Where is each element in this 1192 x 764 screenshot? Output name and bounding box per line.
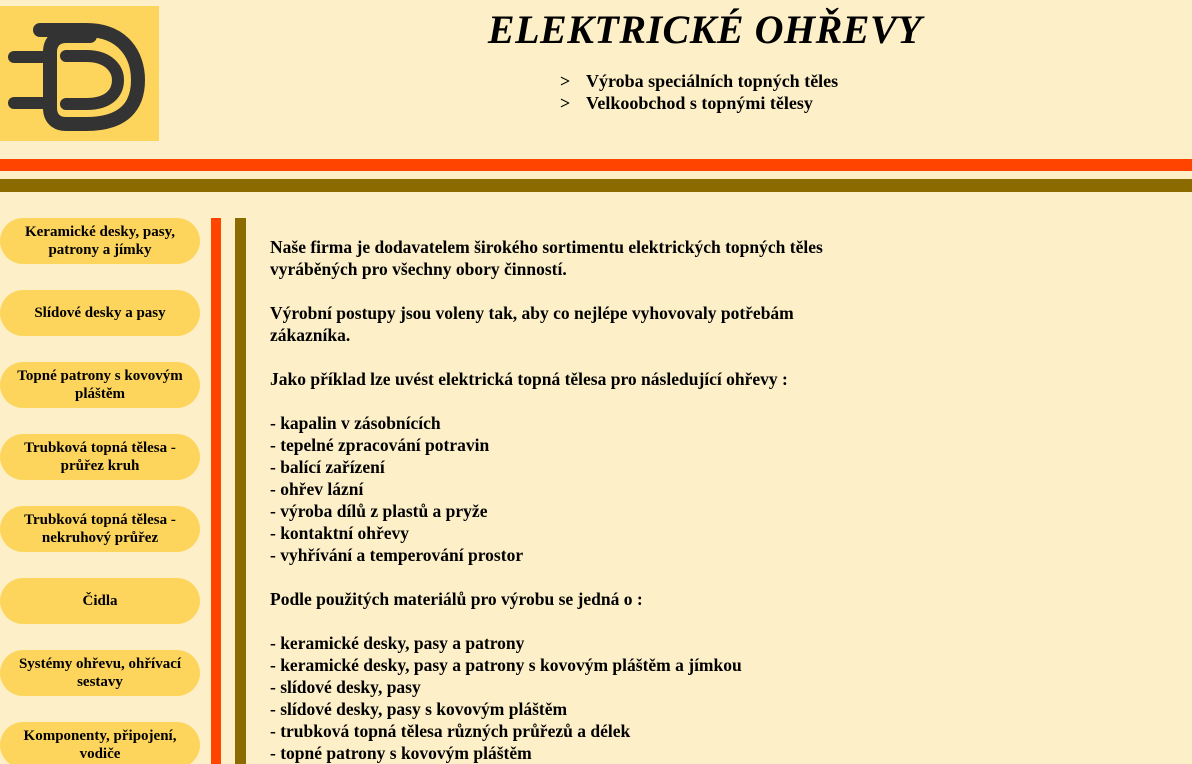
tagline-text: Výroba speciálních topných těles bbox=[586, 71, 839, 91]
sidebar-item-topne-patrony[interactable]: Topné patrony s kovovým pláštěm bbox=[0, 362, 200, 408]
list-item: - kontaktní ohřevy bbox=[270, 523, 410, 543]
sidebar-item-komponenty[interactable]: Komponenty, připojení, vodiče bbox=[0, 722, 200, 764]
tagline-wholesale bbox=[560, 93, 813, 114]
list-item: - slídové desky, pasy bbox=[270, 677, 421, 697]
tagline-manufacturing bbox=[560, 71, 838, 92]
arrow-bullet: > bbox=[560, 93, 571, 113]
materials-list bbox=[270, 632, 870, 764]
examples-list bbox=[270, 412, 870, 566]
list-item: - topné patrony s kovovým pláštěm bbox=[270, 743, 532, 763]
sidebar-item-trubkova-nekruhovy[interactable]: Trubková topná tělesa - nekruhový průřez bbox=[0, 506, 200, 552]
sidebar-item-slidove-desky[interactable]: Slídové desky a pasy bbox=[0, 290, 200, 336]
orange-vertical-bar bbox=[211, 218, 221, 764]
list-item: - kapalin v zásobnících bbox=[270, 413, 441, 433]
list-item: - vyhřívání a temperování prostor bbox=[270, 545, 524, 565]
list-item: - trubková topná tělesa různých průřezů a délek bbox=[270, 721, 631, 741]
arrow-bullet: > bbox=[560, 71, 571, 91]
list-item: - keramické desky, pasy a patrony bbox=[270, 633, 525, 653]
sidebar-item-keramicke-desky[interactable]: Keramické desky, pasy, patrony a jímky bbox=[0, 218, 200, 264]
intro-paragraph: Naše firma je dodavatelem širokého sortimentu elektrických topných těles vyráběných pro všechny obory činností. bbox=[270, 237, 823, 279]
sidebar-item-cidla[interactable]: Čidla bbox=[0, 578, 200, 624]
list-item: - slídové desky, pasy s kovovým pláštěm bbox=[270, 699, 568, 719]
sidebar-item-systemy-ohrevu[interactable]: Systémy ohřevu, ohřívací sestavy bbox=[0, 650, 200, 696]
list-item: - keramické desky, pasy a patrony s kovovým pláštěm a jímkou bbox=[270, 655, 742, 675]
brown-vertical-bar bbox=[235, 218, 246, 764]
list-item: - tepelné zpracování potravin bbox=[270, 435, 490, 455]
orange-divider-stripe bbox=[0, 159, 1192, 171]
brown-divider-stripe bbox=[0, 179, 1192, 192]
examples-heading: Jako příklad lze uvést elektrická topná tělesa pro následující ohřevy : bbox=[270, 369, 788, 389]
main-content bbox=[270, 236, 870, 764]
page-title: ELEKTRICKÉ OHŘEVY bbox=[487, 7, 923, 52]
plug-logo-icon bbox=[0, 6, 159, 141]
process-paragraph: Výrobní postupy jsou voleny tak, aby co nejlépe vyhovovaly potřebám zákazníka. bbox=[270, 303, 794, 345]
list-item: - výroba dílů z plastů a pryže bbox=[270, 501, 488, 521]
list-item: - balící zařízení bbox=[270, 457, 385, 477]
materials-heading: Podle použitých materiálů pro výrobu se jedná o : bbox=[270, 589, 643, 609]
company-logo[interactable] bbox=[0, 6, 159, 141]
list-item: - ohřev lázní bbox=[270, 479, 364, 499]
tagline-text: Velkoobchod s topnými tělesy bbox=[586, 93, 813, 113]
sidebar-item-trubkova-kruh[interactable]: Trubková topná tělesa - průřez kruh bbox=[0, 434, 200, 480]
